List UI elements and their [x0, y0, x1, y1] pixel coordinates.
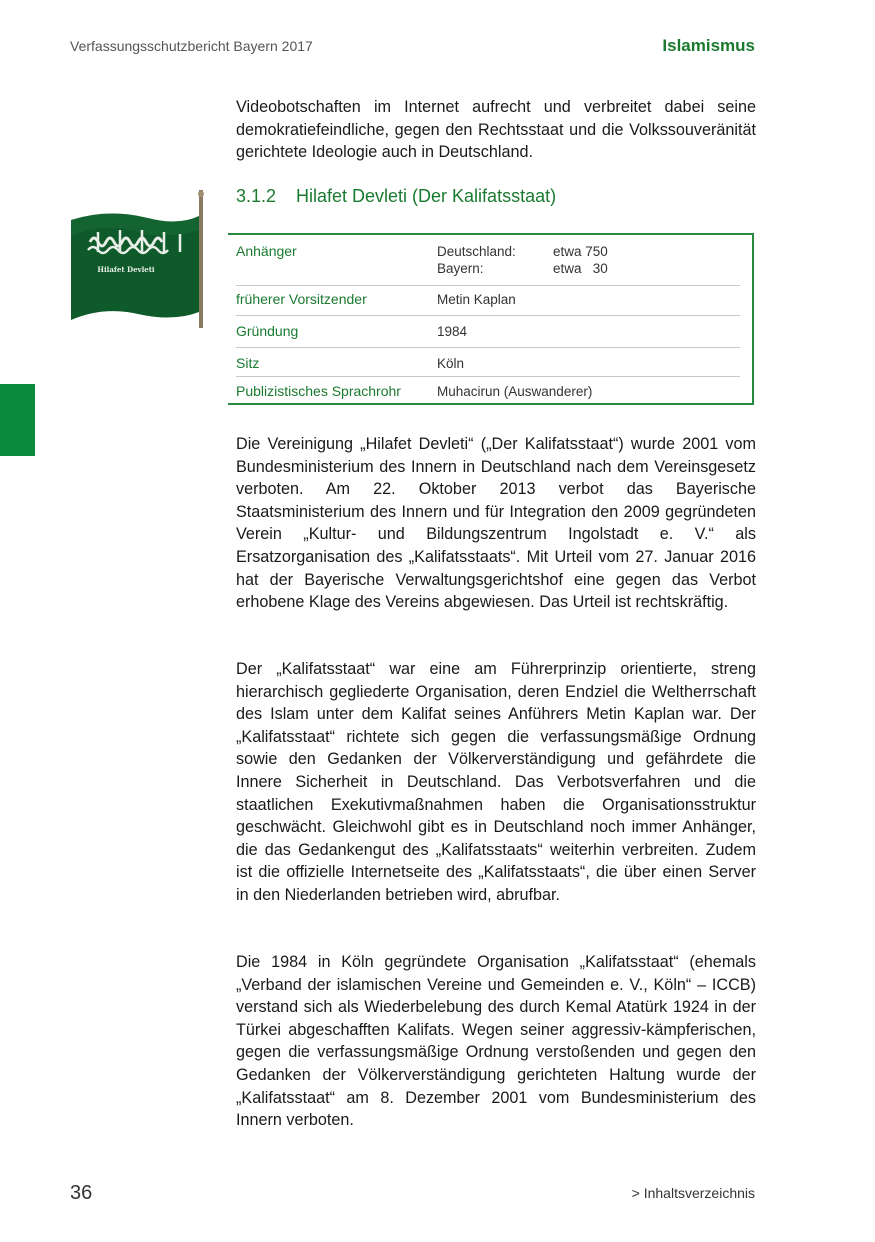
info-label-sprachrohr: Publizistisches Sprachrohr: [236, 383, 401, 399]
info-label-gruendung: Gründung: [236, 323, 299, 339]
info-label-sitz: Sitz: [236, 355, 260, 371]
flag-image: [68, 190, 208, 328]
info-box: [228, 233, 754, 405]
anhaenger-de-value: etwa 750: [553, 244, 608, 259]
info-label-vorsitzender: früherer Vorsitzender: [236, 291, 367, 307]
info-row-sprachrohr: [236, 383, 740, 403]
flag-icon: [68, 190, 208, 328]
table-of-contents-link[interactable]: > Inhaltsverzeichnis: [631, 1185, 755, 1201]
body-paragraph-3: Die 1984 in Köln gegründete Organisation „Kalifatsstaat“ (ehemals „Verband der islamischen Vereine und Gemeinden e. V., Köln“ – ICCB) verstand sich als Wiederbelebung des durch Kemal Atatürk 1924 in der Türkei abgeschafften Kalifats. Wegen seiner aggressiv-kämpferischen, gegen die verfassungsmäßige Ordnung verstoßenden und gegen den Gedanken der Völkerverständigung gerichteten Haltung wurde der „Kalifatsstaat“ am 8. Dezember 2001 vom Bundesministerium des Innern verboten.: [236, 953, 756, 1130]
body-paragraph-1: Die Vereinigung „Hilafet Devleti“ („Der Kalifatsstaat“) wurde 2001 vom Bundesministerium des Innern in Deutschland nach dem Vereinsgesetz verboten. Am 22. Oktober 2013 verbot das Bayerische Staatsministerium des Innern und für Integration den 2009 gegründeten Verein „Kultur- und Bildungszentrum Ingolstadt e. V.“ als Ersatzorganisation des „Kalifatsstaats“. Mit Urteil vom 27. Januar 2016 hat der Bayerische Verwaltungsgerichtshof eine gegen das Verbot erhobene Klage des Vereins abgewiesen. Das Urteil ist rechtskräftig.: [236, 435, 756, 612]
info-label-anhaenger: Anhänger: [236, 243, 297, 259]
info-row-anhaenger: [236, 243, 740, 286]
info-value-vorsitzender: Metin Kaplan: [437, 292, 516, 307]
info-row-sitz: [236, 355, 740, 377]
info-value-gruendung: 1984: [437, 324, 468, 339]
info-row-gruendung: [236, 323, 740, 348]
section-title-text: Hilafet Devleti (Der Kalifatsstaat): [296, 186, 557, 206]
section-heading: [236, 186, 556, 207]
chapter-title: Islamismus: [662, 36, 755, 55]
intro-paragraph: Videobotschaften im Internet aufrecht und verbreitet dabei seine demokratiefeindliche, gegen den Rechtsstaat und die Volkssouveränität gerichtete Ideologie auch in Deutschland.: [236, 98, 756, 162]
anhaenger-by-value: etwa 30: [553, 261, 608, 276]
section-number: 3.1.2: [236, 186, 277, 206]
info-value-sprachrohr: Muhacirun (Auswanderer): [437, 384, 593, 399]
anhaenger-de-label: Deutschland:: [437, 244, 516, 259]
page-header-title: Verfassungsschutzbericht Bayern 2017: [70, 38, 313, 54]
page-number: 36: [70, 1182, 93, 1204]
chapter-side-tab: [0, 384, 35, 456]
info-value-sitz: Köln: [437, 356, 465, 371]
flag-caption: Hilafet Devleti: [97, 265, 155, 274]
body-paragraph-2: Der „Kalifatsstaat“ war eine am Führerprinzip orientierte, streng hierarchisch gegliederte Organisation, deren Endziel die Weltherrschaft des Islam unter dem Kalifat seines Anführers Metin Kaplan war. Der „Kalifatsstaat“ richtete sich gegen die verfassungsmäßige Ordnung sowie den Gedanken der Völkerverständigung und gefährdete die Innere Sicherheit in Deutschland. Das Verbotsverfahren und die staatlichen Exekutivmaßnahmen haben die Organisationsstruktur geschwächt. Gleichwohl gibt es in Deutschland noch immer Anhänger, die das Gedankengut des „Kalifatsstaats“ weiterhin verbreiten. Zudem ist die offizielle Internetseite des „Kalifatsstaats“, die über einen Server in den Niederlanden betrieben wird, abrufbar.: [236, 660, 756, 904]
anhaenger-by-label: Bayern:: [437, 261, 484, 276]
info-row-vorsitzender: [236, 291, 740, 316]
